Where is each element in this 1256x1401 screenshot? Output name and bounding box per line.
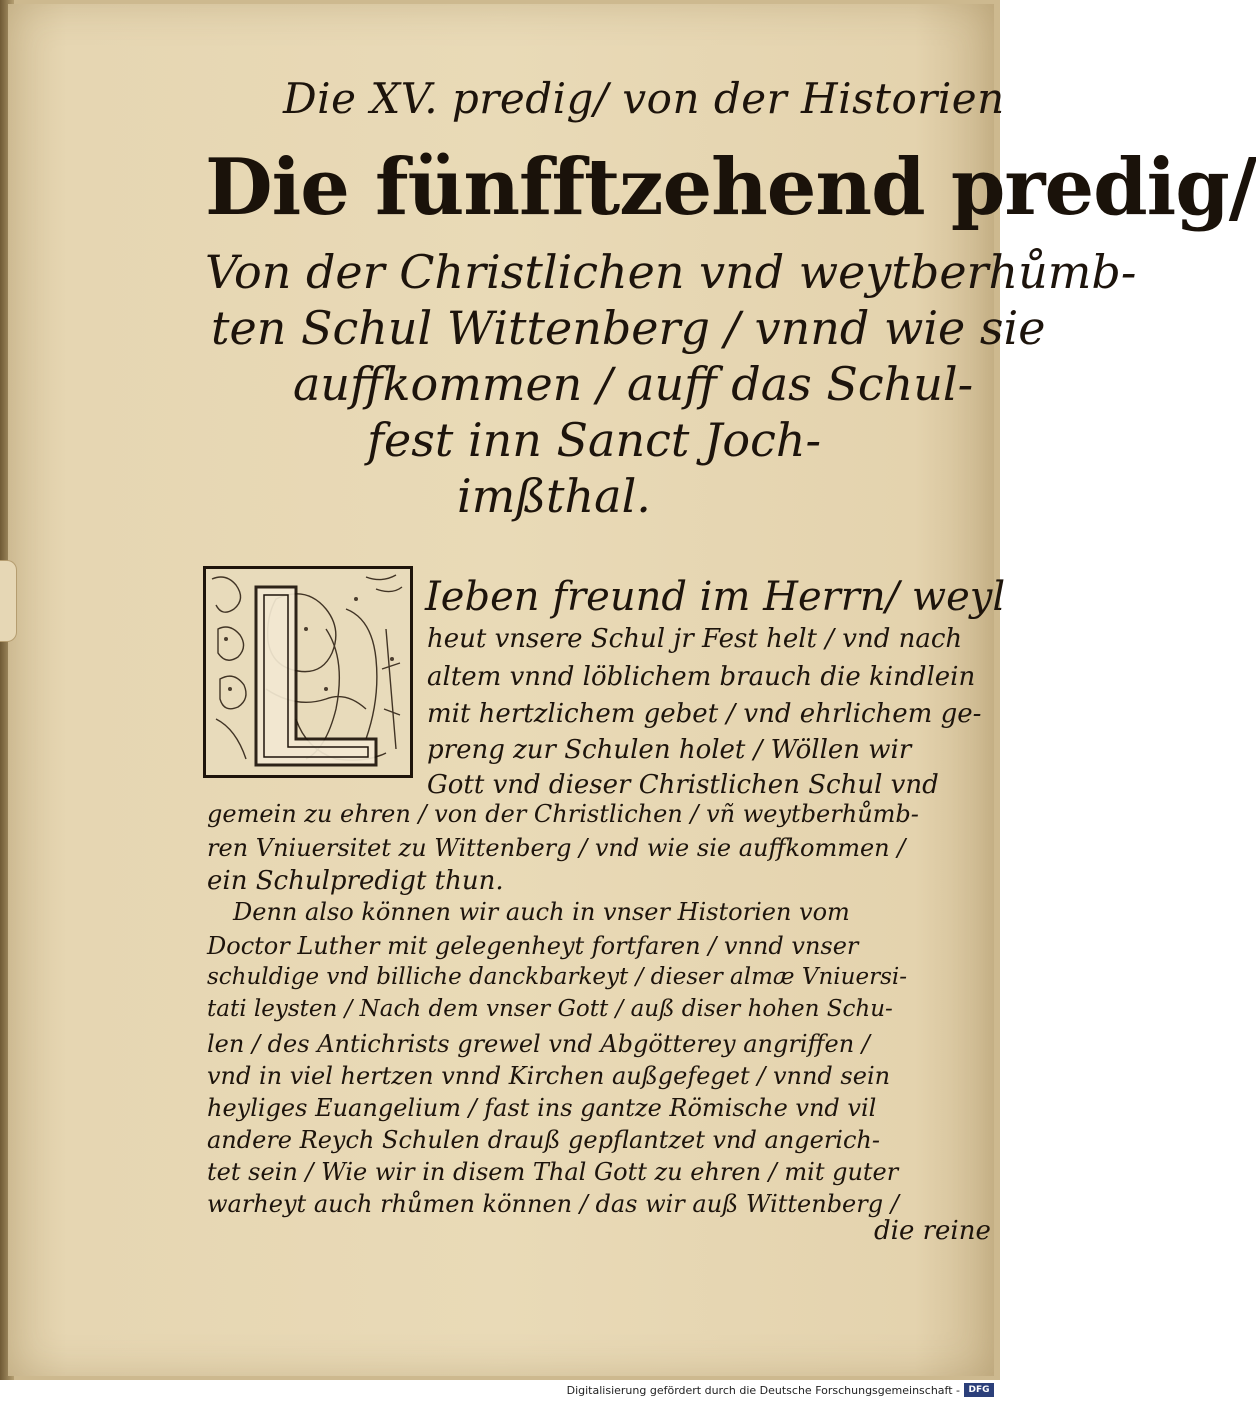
body-line: tet sein / Wie wir in disem Thal Gott zu ehren / mit guter <box>207 1158 899 1186</box>
dfg-logo[interactable]: DFG <box>964 1383 994 1397</box>
subtitle-line: imßthal. <box>457 469 651 523</box>
subtitle-line: Von der Christlichen vnd weytberhůmb- <box>205 245 1137 299</box>
woodcut-initial <box>203 566 413 778</box>
body-line: schuldige vnd billiche danckbarkeyt / dieser almæ Vniuersi- <box>207 964 907 990</box>
running-head: Die XV. predig/ von der Historien <box>283 74 1005 123</box>
body-line: andere Reych Schulen drauß gepflantzet vnd angerich- <box>207 1126 880 1154</box>
subtitle-line: ten Schul Wittenberg / vnnd wie sie <box>211 301 1046 355</box>
body-line: Doctor Luther mit gelegenheyt fortfaren / vnnd vnser <box>207 932 859 960</box>
body-line: ein Schulpredigt thun. <box>207 866 504 896</box>
woodcut-illustration-icon <box>206 569 410 775</box>
body-line: warheyt auch rhůmen können / das wir auß Wittenberg / <box>207 1190 899 1218</box>
subtitle-line: fest inn Sanct Joch- <box>367 413 822 467</box>
body-line: Denn also können wir auch in vnser Historien vom <box>233 898 850 926</box>
subtitle-line: auffkommen / auff das Schul- <box>293 357 974 411</box>
body-line: preng zur Schulen holet / Wöllen wir <box>427 735 912 765</box>
funding-credit: Digitalisierung gefördert durch die Deutsche Forschungsgemeinschaft - <box>566 1384 960 1397</box>
body-line: vnd in viel hertzen vnnd Kirchen außgefeget / vnnd sein <box>207 1062 891 1090</box>
body-line: len / des Antichrists grewel vnd Abgötterey angriffen / <box>207 1030 870 1058</box>
body-line: Ieben freund im Herrn/ weyl <box>425 574 1006 620</box>
body-line: tati leysten / Nach dem vnser Gott / auß diser hohen Schu- <box>207 996 893 1022</box>
catchword: die reine <box>874 1216 991 1246</box>
page-tab-marker <box>0 560 17 642</box>
body-line: gemein zu ehren / von der Christlichen / vñ weytberhůmb- <box>207 800 919 828</box>
body-line: altem vnnd löblichem brauch die kindlein <box>427 662 976 692</box>
body-line: ren Vniuersitet zu Wittenberg / vnd wie sie auffkommen / <box>207 834 906 862</box>
body-line: heyliges Euangelium / fast ins gantze Römische vnd vil <box>207 1094 877 1122</box>
digitization-footer <box>0 1380 1000 1401</box>
body-line: heut vnsere Schul jr Fest helt / vnd nach <box>427 624 963 654</box>
sermon-subtitle <box>205 244 1137 524</box>
sermon-title: Die fünfftzehend predig/ <box>205 142 1256 233</box>
body-line: mit hertzlichem gebet / vnd ehrlichem ge- <box>427 699 982 729</box>
body-line: Gott vnd dieser Christlichen Schul vnd <box>427 770 939 800</box>
